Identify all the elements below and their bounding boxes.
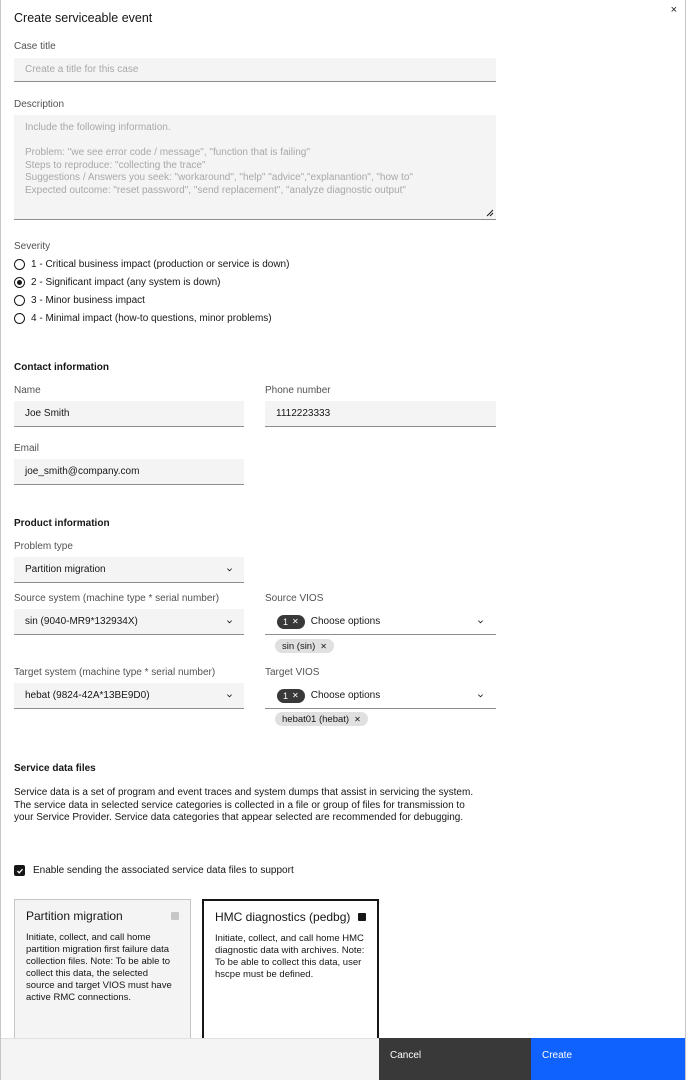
severity-option-4[interactable] (14, 313, 272, 324)
target-vios-multiselect[interactable] (265, 683, 496, 709)
source-vios-chip-label: sin (sin) (282, 640, 316, 652)
severity-option-3[interactable] (14, 295, 145, 306)
email-input[interactable]: joe_smith@company.com (14, 459, 244, 485)
close-icon[interactable]: ✕ (292, 691, 299, 700)
problem-type-label: Problem type (14, 541, 73, 552)
severity-option-1[interactable] (14, 259, 289, 270)
modal-footer (1, 1038, 685, 1080)
create-button[interactable]: Create (531, 1038, 685, 1080)
name-label: Name (14, 385, 41, 396)
problem-type-select[interactable] (14, 557, 244, 583)
description-placeholder-line (25, 135, 485, 148)
problem-type-value: Partition migration (25, 564, 106, 575)
chevron-down-icon (226, 566, 233, 573)
phone-label: Phone number (265, 385, 331, 396)
severity-option-label: 3 - Minor business impact (31, 295, 145, 306)
severity-option-2[interactable] (14, 277, 221, 288)
service-data-heading: Service data files (14, 763, 96, 774)
source-system-select[interactable] (14, 609, 244, 635)
name-input[interactable]: Joe Smith (14, 401, 244, 427)
source-vios-count-tag[interactable] (277, 615, 305, 629)
description-textarea[interactable] (14, 115, 496, 220)
radio-icon[interactable] (14, 313, 25, 324)
source-system-value: sin (9040-MR9*132934X) (25, 616, 138, 627)
description-placeholder-line: Include the following information. (25, 122, 171, 133)
source-vios-count: 1 (283, 616, 289, 627)
tile-partition-migration[interactable] (14, 899, 191, 1038)
target-system-value: hebat (9824-42A*13BE9D0) (25, 690, 150, 701)
modal-title: Create serviceable event (14, 11, 153, 25)
checkbox-checked-icon[interactable] (14, 865, 25, 876)
source-system-label: Source system (machine type * serial number) (14, 593, 220, 604)
close-icon[interactable]: ✕ (320, 641, 327, 651)
target-vios-chip[interactable] (275, 712, 368, 726)
source-vios-chip[interactable] (275, 639, 334, 653)
cancel-button[interactable]: Cancel (379, 1038, 531, 1080)
description-placeholder-line: Expected outcome: "reset password", "send replacement", "analyze diagnostic output" (25, 184, 406, 196)
severity-option-label: 2 - Significant impact (any system is down) (31, 277, 221, 288)
tile-title: Partition migration (26, 909, 123, 923)
radio-icon[interactable] (14, 259, 25, 270)
target-vios-count-tag[interactable] (277, 689, 305, 703)
enable-service-data-checkbox[interactable] (14, 865, 294, 876)
chevron-down-icon (477, 618, 484, 625)
checkbox-icon[interactable] (171, 912, 179, 920)
severity-option-label: 4 - Minimal impact (how-to questions, minor problems) (31, 313, 272, 324)
severity-option-label: 1 - Critical business impact (production or service is down) (31, 259, 290, 270)
tile-description: Initiate, collect, and call home HMC diagnostic data with archives. Note: To be able to collect this data, user hscpe must be defined. (215, 933, 365, 980)
target-system-label: Target system (machine type * serial number) (14, 667, 216, 678)
close-icon[interactable]: ✕ (292, 617, 299, 626)
tile-hmc-diagnostics[interactable] (202, 899, 379, 1038)
phone-input[interactable]: 1112223333 (265, 401, 496, 427)
close-icon[interactable]: ✕ (354, 714, 361, 724)
source-vios-label: Source VIOS (265, 593, 324, 604)
target-vios-count: 1 (283, 690, 289, 701)
description-placeholder-line: Suggestions / Answers you seek: "workaround", "help" "advice","explanantion", "how to" (25, 172, 413, 183)
close-icon[interactable]: × (670, 4, 677, 16)
email-label: Email (14, 443, 40, 454)
radio-icon[interactable] (14, 295, 25, 306)
target-vios-chip-label: hebat01 (hebat) (282, 713, 350, 725)
tile-description: Initiate, collect, and call home partition migration first failure data collection files. Note: To be able to collect this data, the selected source and target VIOS must have active RMC connections. (26, 932, 172, 1003)
product-heading: Product information (14, 518, 110, 529)
source-vios-multiselect[interactable] (265, 609, 496, 635)
resize-handle-icon[interactable] (486, 209, 494, 217)
description-label: Description (14, 99, 65, 110)
contact-heading: Contact information (14, 362, 109, 373)
description-placeholder-line: Steps to reproduce: "collecting the trace" (25, 159, 206, 171)
checkbox-checked-icon[interactable] (358, 913, 366, 921)
case-title-label: Case title (14, 41, 56, 52)
modal-content (1, 0, 685, 1038)
source-vios-placeholder: Choose options (310, 616, 381, 627)
enable-service-data-label: Enable sending the associated service data files to support (33, 865, 294, 876)
case-title-input[interactable]: Create a title for this case (14, 58, 496, 82)
chevron-down-icon (226, 692, 233, 699)
tile-title: HMC diagnostics (pedbg) (215, 910, 351, 924)
severity-label: Severity (14, 241, 51, 252)
target-system-select[interactable] (14, 683, 244, 709)
target-vios-placeholder: Choose options (310, 690, 381, 701)
chevron-down-icon (226, 618, 233, 625)
radio-checked-icon[interactable] (14, 277, 25, 288)
target-vios-label: Target VIOS (265, 667, 320, 678)
description-placeholder-line: Problem: "we see error code / message", "function that is failing" (25, 147, 310, 158)
footer-spacer (1, 1038, 379, 1080)
service-data-description: Service data is a set of program and event traces and system dumps that assist in servicing the system. The service data in selected service categories is collected in a file or group of files for transmission to your Service Provider. Service data categories that appear selected are recommended for debugging. (14, 787, 474, 823)
chevron-down-icon (477, 692, 484, 699)
